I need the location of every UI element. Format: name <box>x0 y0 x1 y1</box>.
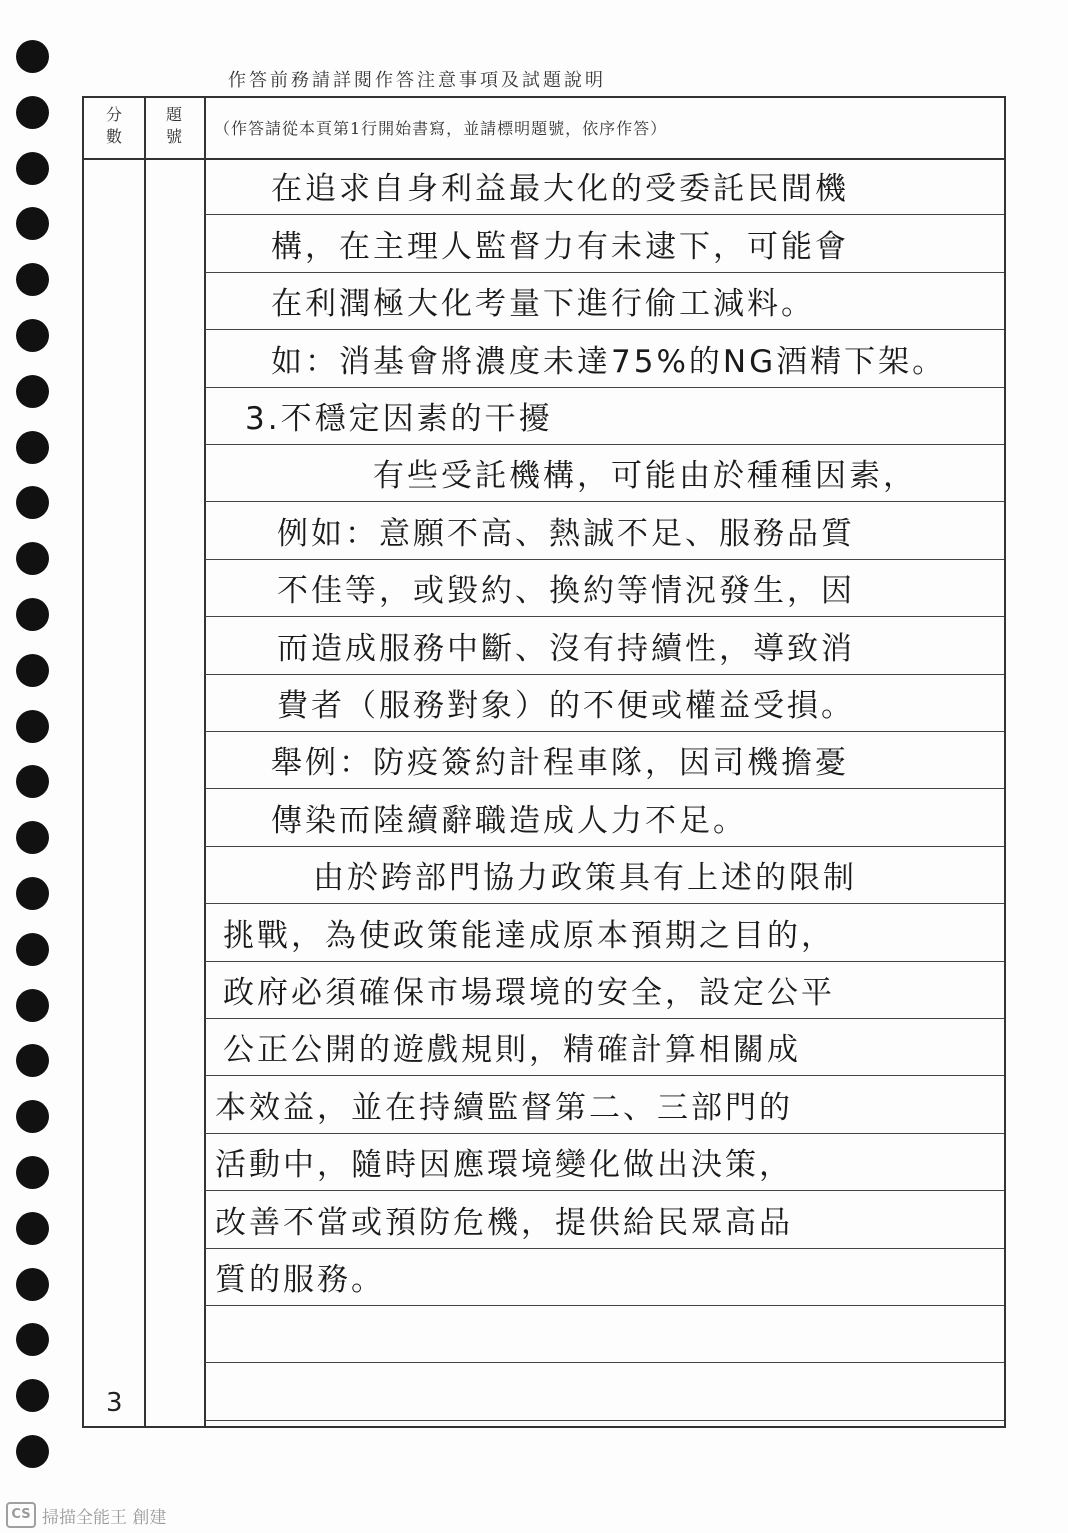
binder-hole-icon <box>16 1156 49 1189</box>
handwritten-text: 政府必須確保市場環境的安全，設定公平 <box>223 974 835 1011</box>
handwritten-text: 在追求自身利益最大化的受委託民間機 <box>271 171 849 208</box>
handwritten-text: 有些受託機構，可能由於種種因素， <box>373 458 917 495</box>
answer-line <box>205 273 1004 330</box>
binder-hole-icon <box>16 207 49 240</box>
binder-hole-icon <box>16 96 49 129</box>
answer-lines <box>205 158 1004 1426</box>
answer-line <box>205 388 1004 445</box>
binder-hole-icon <box>16 877 49 910</box>
binder-hole-icon <box>16 1044 49 1077</box>
answer-sheet <box>82 96 1006 1428</box>
answer-line <box>205 789 1004 846</box>
binder-hole-icon <box>16 765 49 798</box>
exam-notice: 作答前務請詳閱作答注意事項及試題說明 <box>228 70 606 91</box>
answer-line <box>205 1191 1004 1248</box>
binder-hole-icon <box>16 152 49 185</box>
answer-line <box>205 330 1004 387</box>
binder-hole-icon <box>16 1268 49 1301</box>
answer-line <box>205 1363 1004 1420</box>
handwritten-text: 如：消基會將濃度未達75%的NG酒精下架。 <box>271 343 947 380</box>
watermark-text: 掃描全能王 創建 <box>42 1507 167 1528</box>
score-value: 3 <box>106 1388 123 1418</box>
handwritten-text: 舉例：防疫簽約計程車隊，因司機擔憂 <box>271 745 849 782</box>
handwritten-text: 質的服務。 <box>215 1261 385 1298</box>
binder-hole-icon <box>16 319 49 352</box>
score-column-header: 分數 <box>105 105 122 146</box>
handwritten-text: 例如：意願不高、熱誠不足、服務品質 <box>277 515 855 552</box>
answer-line <box>205 502 1004 559</box>
handwritten-text: 改善不當或預防危機，提供給民眾高品 <box>215 1204 793 1241</box>
handwritten-text: 而造成服務中斷、沒有持續性，導致消 <box>277 630 855 667</box>
camscanner-logo-icon: CS <box>6 1502 36 1528</box>
binder-holes <box>16 0 52 1500</box>
binder-hole-icon <box>16 1379 49 1412</box>
handwritten-text: 公正公開的遊戲規則，精確計算相關成 <box>223 1032 801 1069</box>
handwritten-text: 挑戰，為使政策能達成原本預期之目的， <box>223 917 835 954</box>
binder-hole-icon <box>16 989 49 1022</box>
binder-hole-icon <box>16 1323 49 1356</box>
score-column-divider <box>144 98 146 1426</box>
handwritten-text: 在利潤極大化考量下進行偷工減料。 <box>271 286 815 323</box>
answer-line <box>205 847 1004 904</box>
question-column-header: 題號 <box>165 105 182 146</box>
writing-instruction: （作答請從本頁第1行開始書寫，並請標明題號，依序作答） <box>214 119 668 138</box>
binder-hole-icon <box>16 821 49 854</box>
answer-line <box>205 215 1004 272</box>
answer-line <box>205 445 1004 502</box>
handwritten-text: 傳染而陸續辭職造成人力不足。 <box>271 802 747 839</box>
answer-line <box>205 962 1004 1019</box>
handwritten-text: 3.不穩定因素的干擾 <box>245 400 553 437</box>
handwritten-text: 構，在主理人監督力有未逮下，可能會 <box>271 228 849 265</box>
handwritten-text: 不佳等，或毀約、換約等情況發生，因 <box>277 573 855 610</box>
binder-hole-icon <box>16 263 49 296</box>
answer-line <box>205 675 1004 732</box>
answer-line <box>205 1134 1004 1191</box>
answer-line <box>205 560 1004 617</box>
binder-hole-icon <box>16 542 49 575</box>
answer-line <box>205 158 1004 215</box>
binder-hole-icon <box>16 375 49 408</box>
binder-hole-icon <box>16 431 49 464</box>
answer-line <box>205 732 1004 789</box>
handwritten-text: 活動中，隨時因應環境變化做出決策， <box>215 1147 793 1184</box>
binder-hole-icon <box>16 654 49 687</box>
answer-line <box>205 904 1004 961</box>
handwritten-text: 本效益，並在持續監督第二、三部門的 <box>215 1089 793 1126</box>
answer-line <box>205 617 1004 674</box>
binder-hole-icon <box>16 598 49 631</box>
binder-hole-icon <box>16 486 49 519</box>
binder-hole-icon <box>16 1435 49 1468</box>
answer-line <box>205 1076 1004 1133</box>
binder-hole-icon <box>16 1100 49 1133</box>
answer-line <box>205 1306 1004 1363</box>
binder-hole-icon <box>16 1212 49 1245</box>
handwritten-text: 費者（服務對象）的不便或權益受損。 <box>277 687 855 724</box>
handwritten-text: 由於跨部門協力政策具有上述的限制 <box>313 860 857 897</box>
answer-line <box>205 1019 1004 1076</box>
answer-line <box>205 1249 1004 1306</box>
scanner-watermark <box>6 1502 166 1528</box>
binder-hole-icon <box>16 40 49 73</box>
binder-hole-icon <box>16 710 49 743</box>
binder-hole-icon <box>16 933 49 966</box>
